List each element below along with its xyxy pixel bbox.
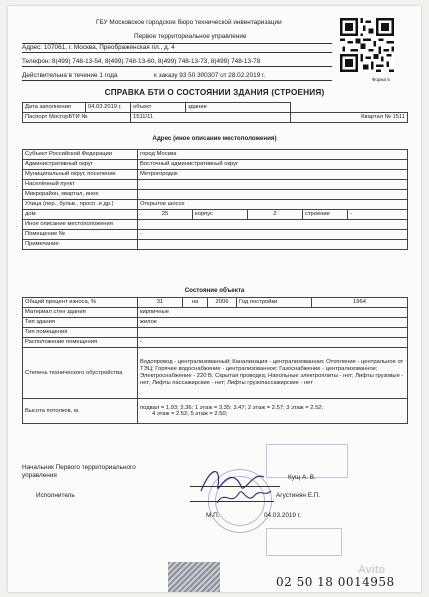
address: Адрес: 107061, г. Москва, Преображенская пл., д. 4 <box>22 44 175 51</box>
settlement-value <box>138 180 408 190</box>
approval-stamp <box>266 444 348 478</box>
street-label: Улица (пер., бульв., просп. и др.) <box>23 200 138 210</box>
room-value: - <box>138 230 408 240</box>
phones: Телефон: 8(499) 748-13-54, 8(499) 748-13-60, 8(499) 748-13-73, 8(499) 748-13-78 <box>22 58 261 65</box>
house-label: дом <box>23 210 138 220</box>
street-value: Открытое шоссе <box>138 200 408 210</box>
qr-code-icon <box>340 18 394 72</box>
object-value: здание <box>186 103 291 113</box>
municipal-label: Муниципальный округ, поселение <box>23 170 138 180</box>
other-location-label: Иное описание местоположения <box>23 220 138 230</box>
house-value: 25 <box>138 210 193 220</box>
meta-table <box>22 102 408 123</box>
wear-year: 2006 <box>208 298 237 308</box>
head-name: Кущ А. В. <box>288 474 316 481</box>
executor-label: Исполнитель <box>36 492 75 499</box>
quarter: Квартал № 1511 <box>291 113 408 123</box>
room-location-value: - <box>138 338 408 348</box>
wall-label: Материал стен здания <box>23 308 138 318</box>
order-ref: к заказу 93 50 300307 от 28.02.2019 г. <box>154 72 266 79</box>
head-label: Начальник Первого территориального управления <box>22 464 136 479</box>
microdistrict-label: Микрорайон, квартал, иное <box>23 190 138 200</box>
hologram-emblem-icon <box>168 562 220 592</box>
object-label: объект <box>131 103 186 113</box>
subject-value: город Москва <box>138 150 408 160</box>
wear-on-label: на <box>183 298 208 308</box>
building-type-label: Тип здания <box>23 318 138 328</box>
korpus-value: 2 <box>248 210 303 220</box>
note-value <box>138 240 408 250</box>
form-number: Форма 5 <box>372 77 390 82</box>
document-title: СПРАВКА БТИ О СОСТОЯНИИ ЗДАНИЯ (СТРОЕНИЯ) <box>104 88 325 97</box>
room-location-label: Расположение помещения <box>23 338 138 348</box>
document-page <box>8 6 421 592</box>
room-label: Помещение № <box>23 230 138 240</box>
subject-label: Субъект Российской Федерации <box>23 150 138 160</box>
built-label: Год постройки <box>237 298 312 308</box>
municipal-value: Метрогородок <box>138 170 408 180</box>
building-value: - <box>348 210 408 220</box>
state-section-title: Состояние объекта <box>184 287 245 294</box>
room-type-value <box>138 328 408 338</box>
note-label: Примечание: <box>23 240 138 250</box>
wear-label: Общий процент износа, % <box>23 298 138 308</box>
executor-name: Агустинян Е.П. <box>276 492 321 499</box>
copy-stamp <box>266 528 342 556</box>
serial-number: 02 50 18 0014958 <box>276 575 395 589</box>
watermark: Avito <box>358 564 386 576</box>
room-type-label: Тип помещения <box>23 328 138 338</box>
built-value: 1964 <box>312 298 408 308</box>
passport-value: 1511/11 <box>131 113 291 123</box>
validity: Действительна в течение 1 года <box>22 72 118 79</box>
ceiling-height-label: Высота потолков, м. <box>23 399 138 424</box>
amenity-value: Водопровод - централизованный; Канализация - централизованная; Отопление - центральное от ТЭЦ; Горячее водоснабжение - централизованное; Газоснабжение - централизованное; Электроснабжение - 220 В. Скрытая проводка; Напольные электроплиты - нет; Лифты грузовые - нет; Лифты пассажирские - нет; Лифты грузопассажирские - нет <box>138 348 408 399</box>
fill-date: 04.03.2019 г. <box>86 103 131 113</box>
ceiling-height-line1: подвал = 1.93; 2.36; 1 этаж = 3.35; 3.47; 2 этаж = 2.57; 3 этаж = 2.52; <box>140 404 324 411</box>
fill-date-label: Дата заполнения <box>23 103 86 113</box>
dept-name: Первое территориальное управление <box>134 33 247 40</box>
mp-label: М.П. <box>206 512 220 519</box>
wear-value: 31 <box>138 298 183 308</box>
wall-value: кирпичные <box>138 308 408 318</box>
org-name: ГБУ Московское городское бюро технической инвентаризации <box>96 19 282 26</box>
microdistrict-value <box>138 190 408 200</box>
location-section-title: Адрес (иное описание местоположения) <box>152 135 277 142</box>
korpus-label: корпус <box>193 210 248 220</box>
other-location-value <box>138 220 408 230</box>
admin-value: Восточный административный округ <box>138 160 408 170</box>
amenity-label: Степень технического обустройства <box>23 348 138 399</box>
ceiling-height-line2: 4 этаж = 2.52; 5 этаж = 2.50; <box>152 411 228 417</box>
admin-label: Административный округ <box>23 160 138 170</box>
settlement-label: Населённый пункт <box>23 180 138 190</box>
signature-date: 04.03.2019 г. <box>264 512 302 519</box>
location-table <box>22 149 408 250</box>
passport-label: Паспорт МосгорБТИ № <box>23 113 131 123</box>
state-table <box>22 297 408 424</box>
executor-signature-icon <box>213 481 273 511</box>
building-label: строение <box>303 210 348 220</box>
building-type-value: жилое <box>138 318 408 328</box>
